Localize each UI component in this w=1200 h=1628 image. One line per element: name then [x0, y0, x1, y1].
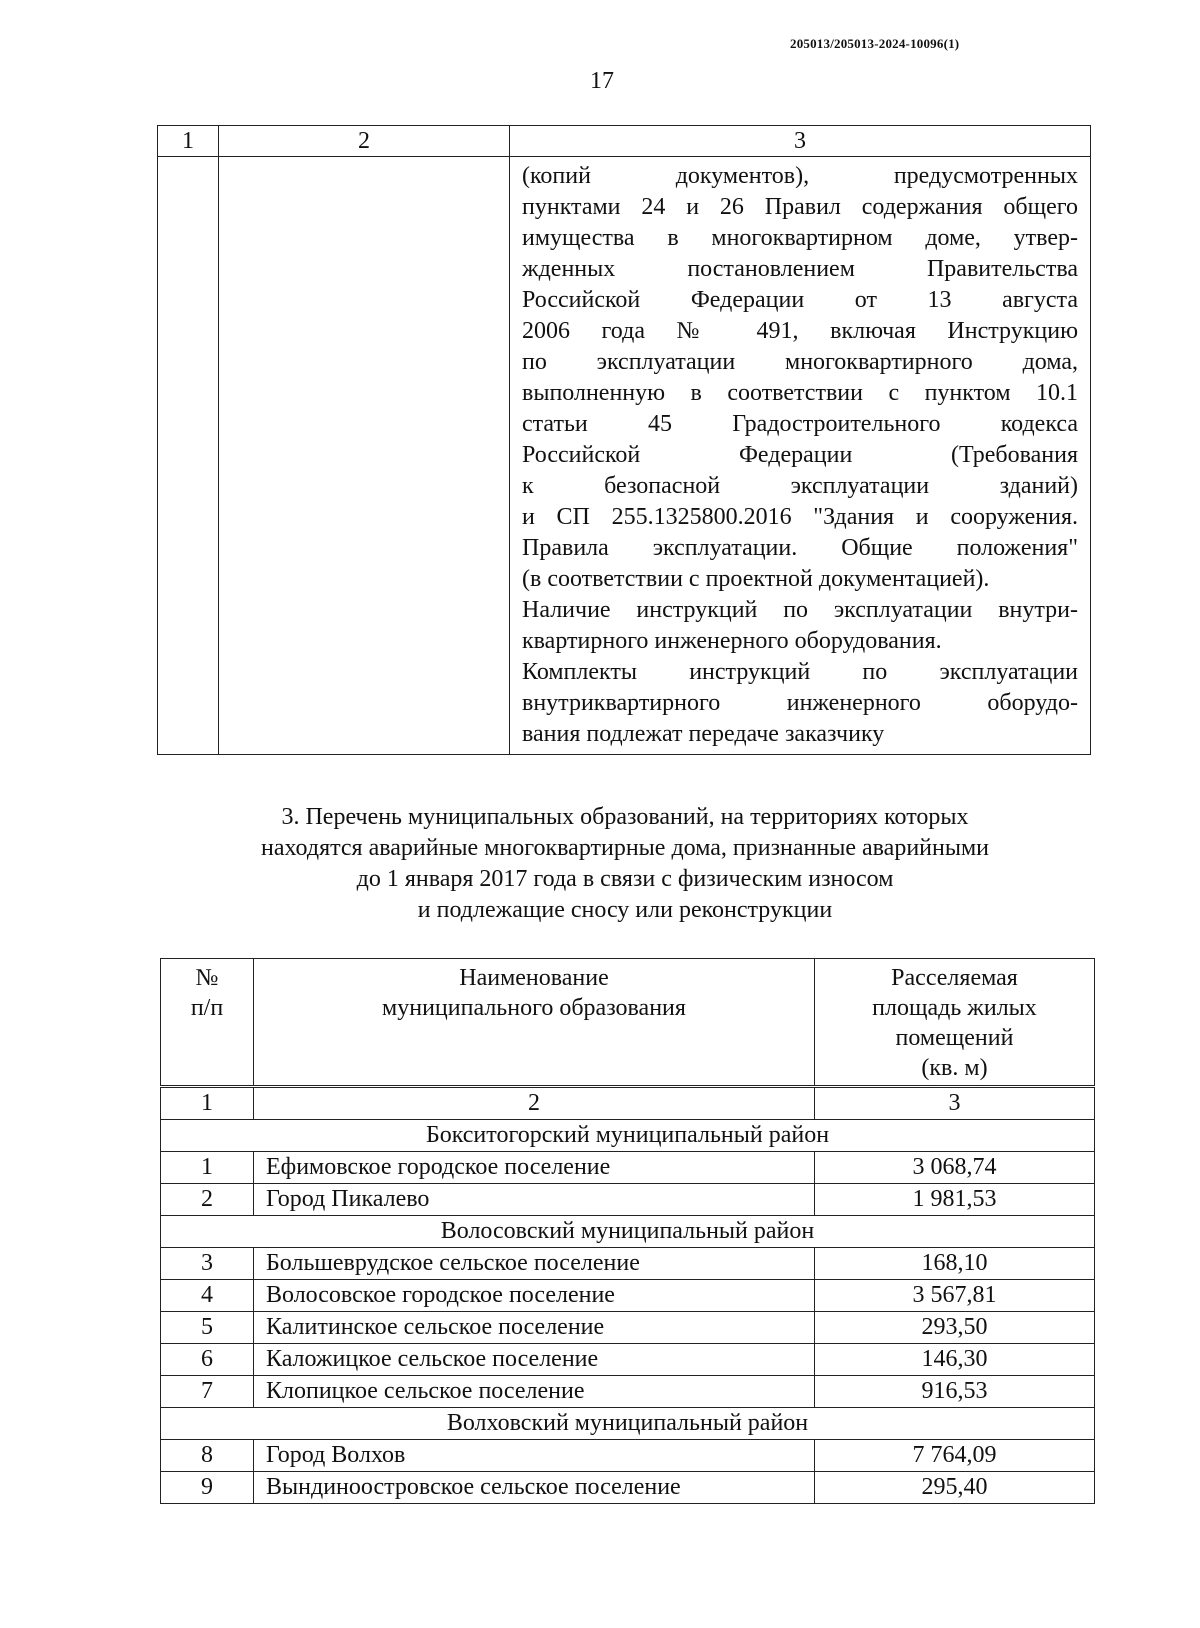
section-title-line: 3. Перечень муниципальных образований, на территориях которых — [281, 804, 969, 830]
district-name: Бокситогорский муниципальный район — [161, 1120, 1095, 1152]
header-area-line: помещений — [895, 1025, 1014, 1051]
header-num-line: № — [195, 965, 219, 991]
municipality-name: Клопицкое сельское поселение — [254, 1376, 815, 1408]
column-number-1: 1 — [158, 126, 219, 157]
empty-cell-2 — [219, 157, 510, 755]
area-value: 3 068,74 — [815, 1152, 1095, 1184]
header-area-line: площадь жилых — [872, 995, 1037, 1021]
requirements-text-line: пунктами 24 и 26 Правил содержания общего — [522, 194, 1078, 220]
requirements-text-line: Комплекты инструкций по эксплуатации — [522, 659, 1078, 685]
row-number: 6 — [161, 1344, 254, 1376]
table-row — [161, 1344, 1095, 1376]
municipality-name: Большеврудское сельское поселение — [254, 1248, 815, 1280]
municipalities-table — [160, 958, 1095, 1504]
column-number-2: 2 — [219, 126, 510, 157]
table-row — [161, 1376, 1095, 1408]
municipality-name: Вындиноостровское сельское поселение — [254, 1472, 815, 1504]
area-value: 295,40 — [815, 1472, 1095, 1504]
municipality-name: Калитинское сельское поселение — [254, 1312, 815, 1344]
requirements-text-line: Наличие инструкций по эксплуатации внутри- — [522, 597, 1078, 623]
area-value: 146,30 — [815, 1344, 1095, 1376]
requirements-text-line: по эксплуатации многоквартирного дома, — [522, 349, 1078, 375]
section-title-line: находятся аварийные многоквартирные дома, признанные аварийными — [260, 835, 990, 861]
area-value: 168,10 — [815, 1248, 1095, 1280]
requirements-text-line: вания подлежат передаче заказчику — [522, 721, 885, 747]
requirements-text-line: внутриквартирного инженерного оборудо- — [522, 690, 1078, 716]
requirements-text-line: жденных постановлением Правительства — [522, 256, 1078, 282]
row-number: 2 — [161, 1184, 254, 1216]
requirements-text-line: Правила эксплуатации. Общие положения" — [522, 535, 1078, 561]
row-number: 7 — [161, 1376, 254, 1408]
municipality-name: Город Волхов — [254, 1440, 815, 1472]
column-number-1: 1 — [161, 1087, 254, 1120]
empty-cell-1 — [158, 157, 219, 755]
requirements-text-line: 2006 года № 491, включая Инструкцию — [522, 318, 1078, 344]
page-number: 17 — [590, 68, 614, 94]
requirements-text-line: (в соответствии с проектной документацией). — [522, 566, 990, 592]
municipality-name: Ефимовское городское поселение — [254, 1152, 815, 1184]
header-name — [254, 959, 815, 1087]
row-number: 3 — [161, 1248, 254, 1280]
table-row — [161, 1184, 1095, 1216]
table-row — [161, 1152, 1095, 1184]
header-name-line: Наименование — [459, 965, 609, 991]
header-num-line: п/п — [190, 995, 224, 1021]
area-value: 3 567,81 — [815, 1280, 1095, 1312]
row-number: 4 — [161, 1280, 254, 1312]
document-id: 205013/205013-2024-10096(1) — [790, 36, 960, 51]
area-value: 916,53 — [815, 1376, 1095, 1408]
area-value: 293,50 — [815, 1312, 1095, 1344]
table-row — [161, 1248, 1095, 1280]
municipality-name: Город Пикалево — [254, 1184, 815, 1216]
municipality-name: Волосовское городское поселение — [254, 1280, 815, 1312]
requirements-text-line: выполненную в соответствии с пунктом 10.1 — [522, 380, 1078, 406]
row-number: 9 — [161, 1472, 254, 1504]
requirements-text-line: Российской Федерации (Требования — [522, 442, 1078, 468]
continuation-row — [158, 157, 1091, 755]
district-name: Волховский муниципальный район — [161, 1408, 1095, 1440]
district-name: Волосовский муниципальный район — [161, 1216, 1095, 1248]
requirements-text — [510, 157, 1090, 754]
requirements-text-line: Российской Федерации от 13 августа — [522, 287, 1078, 313]
table-row — [161, 1440, 1095, 1472]
row-number: 1 — [161, 1152, 254, 1184]
district-row — [161, 1408, 1095, 1440]
requirements-text-line: имущества в многоквартирном доме, утвер- — [522, 225, 1078, 251]
column-number-2: 2 — [254, 1087, 815, 1120]
column-number-row — [161, 1087, 1095, 1120]
requirements-text-cell — [510, 157, 1091, 755]
column-number-row — [158, 126, 1091, 157]
area-value: 7 764,09 — [815, 1440, 1095, 1472]
continuation-table — [157, 125, 1091, 755]
section-title — [160, 802, 1090, 926]
header-area — [815, 959, 1095, 1087]
row-number: 5 — [161, 1312, 254, 1344]
requirements-text-line: статьи 45 Градостроительного кодекса — [522, 411, 1078, 437]
header-area-line: Расселяемая — [891, 965, 1018, 991]
municipality-name: Каложицкое сельское поселение — [254, 1344, 815, 1376]
section-title-line: до 1 января 2017 года в связи с физическим износом — [356, 866, 894, 892]
requirements-text-line: к безопасной эксплуатации зданий) — [522, 473, 1078, 499]
row-number: 8 — [161, 1440, 254, 1472]
table-row — [161, 1312, 1095, 1344]
header-name-line: муниципального образования — [382, 995, 686, 1021]
table-header-row — [161, 959, 1095, 1087]
requirements-text-line: (копий документов), предусмотренных — [522, 163, 1078, 189]
district-row — [161, 1216, 1095, 1248]
header-area-line: (кв. м) — [921, 1055, 988, 1081]
requirements-text-line: квартирного инженерного оборудования. — [522, 628, 942, 654]
column-number-3: 3 — [815, 1087, 1095, 1120]
table-row — [161, 1472, 1095, 1504]
section-title-line: и подлежащие сносу или реконструкции — [417, 897, 833, 923]
table-row — [161, 1280, 1095, 1312]
district-row — [161, 1120, 1095, 1152]
column-number-3: 3 — [510, 126, 1091, 157]
header-num — [161, 959, 254, 1087]
requirements-text-line: и СП 255.1325800.2016 "Здания и сооружения. — [522, 504, 1078, 530]
area-value: 1 981,53 — [815, 1184, 1095, 1216]
